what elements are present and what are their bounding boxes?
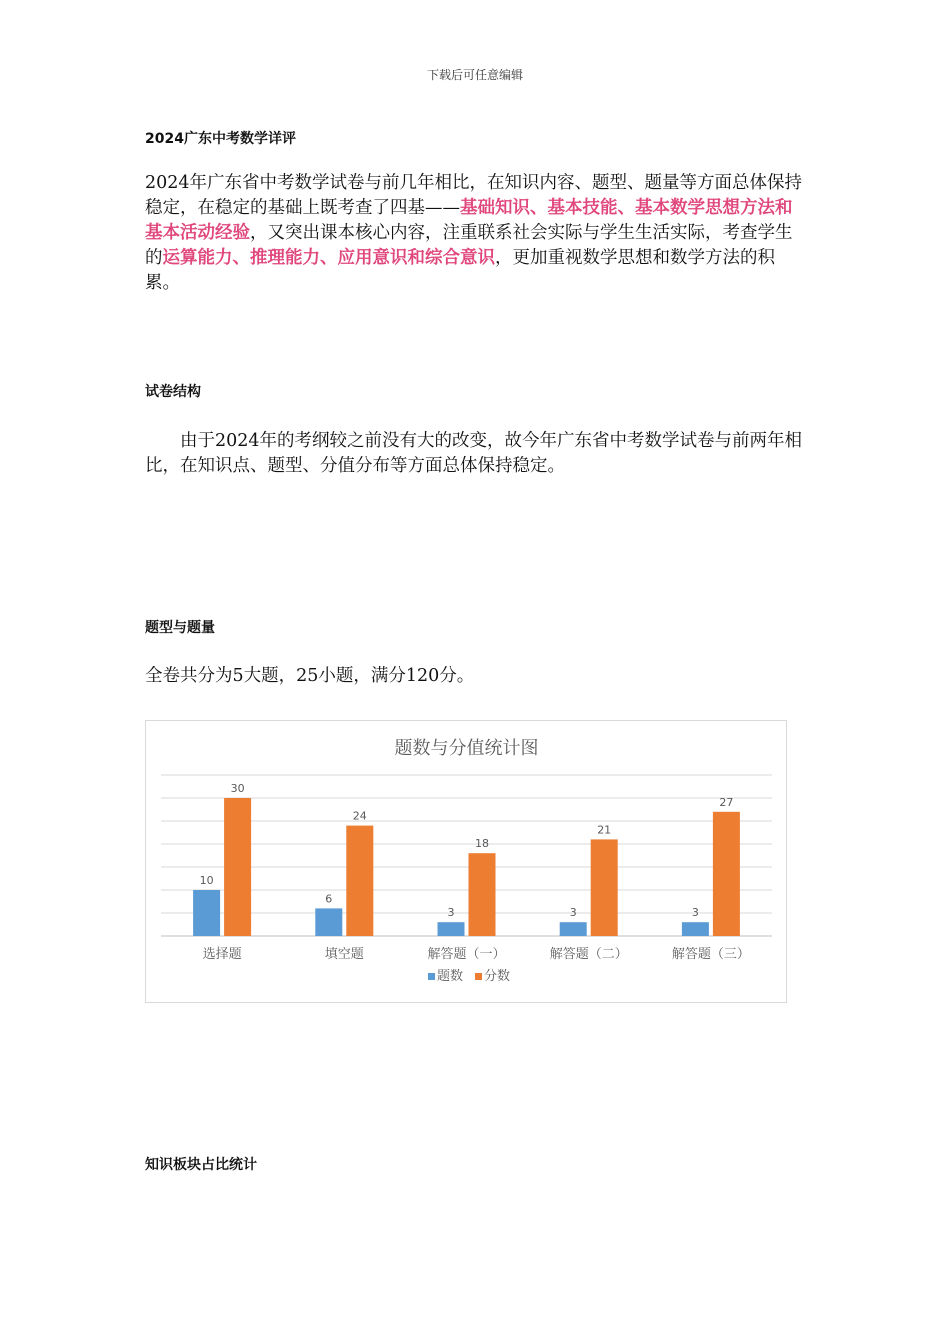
bar-score [713, 812, 740, 936]
bar-score [224, 798, 251, 936]
chart-svg [146, 721, 786, 1002]
bar-count [560, 922, 587, 936]
document-title: 2024广东中考数学详评 [145, 131, 296, 147]
data-label: 18 [475, 837, 489, 851]
data-label: 3 [447, 906, 455, 920]
category-label: 解答题（二） [549, 947, 628, 962]
chart-title: 题数与分值统计图 [394, 738, 539, 759]
category-label: 选择题 [202, 947, 242, 962]
data-label: 3 [691, 906, 699, 920]
intro-paragraph [145, 171, 805, 296]
legend-swatch [475, 973, 482, 980]
legend-label: 题数 [437, 969, 464, 984]
legend-swatch [428, 973, 435, 980]
data-label: 6 [325, 892, 333, 906]
data-label: 21 [597, 823, 612, 837]
heading-structure: 试卷结构 [145, 384, 201, 400]
bar-count [315, 908, 342, 936]
heading-question-types: 题型与题量 [145, 620, 215, 636]
data-label: 10 [199, 874, 214, 887]
intro-text-1: 2024年广东省中考数学试卷与前几年相比，在知识内容、题型、题量等方面总体保持稳定，在稳定的基础上既考查了四基—— [145, 173, 803, 218]
data-label: 27 [719, 795, 734, 809]
intro-text-3: ，更加重视数学思想和数学方法的积累。 [145, 248, 775, 293]
bar-count [438, 922, 465, 936]
category-label: 填空题 [324, 947, 364, 962]
data-label: 30 [230, 782, 245, 795]
header-note: 下载后可任意编辑 [426, 68, 523, 82]
data-label: 3 [569, 906, 577, 920]
bar-score [469, 853, 496, 936]
bar-score [346, 826, 373, 936]
category-label: 解答题（三） [671, 947, 750, 962]
heading-knowledge: 知识板块占比统计 [145, 1157, 257, 1173]
bar-count [682, 922, 709, 936]
question-types-paragraph: 全卷共分为5大题，25小题，满分120分。 [145, 666, 475, 686]
intro-text-2: ，又突出课本核心内容，注重联系社会实际与学生生活实际，考查学生的 [145, 223, 793, 268]
intro-highlight-1: 基础知识、基本技能、基本数学思想方法和基本活动经验 [145, 198, 793, 243]
data-label: 24 [352, 809, 367, 823]
legend-label: 分数 [484, 969, 511, 984]
category-label: 解答题（一） [427, 947, 506, 962]
bar-chart [145, 720, 787, 1003]
intro-highlight-2: 运算能力、推理能力、应用意识和综合意识 [162, 248, 495, 268]
structure-paragraph: 由于2024年的考纲较之前没有大的改变，故今年广东省中考数学试卷与前两年相比，在知识点、题型、分值分布等方面总体保持稳定。 [145, 431, 803, 476]
bar-count [193, 890, 220, 936]
bar-score [591, 839, 618, 936]
